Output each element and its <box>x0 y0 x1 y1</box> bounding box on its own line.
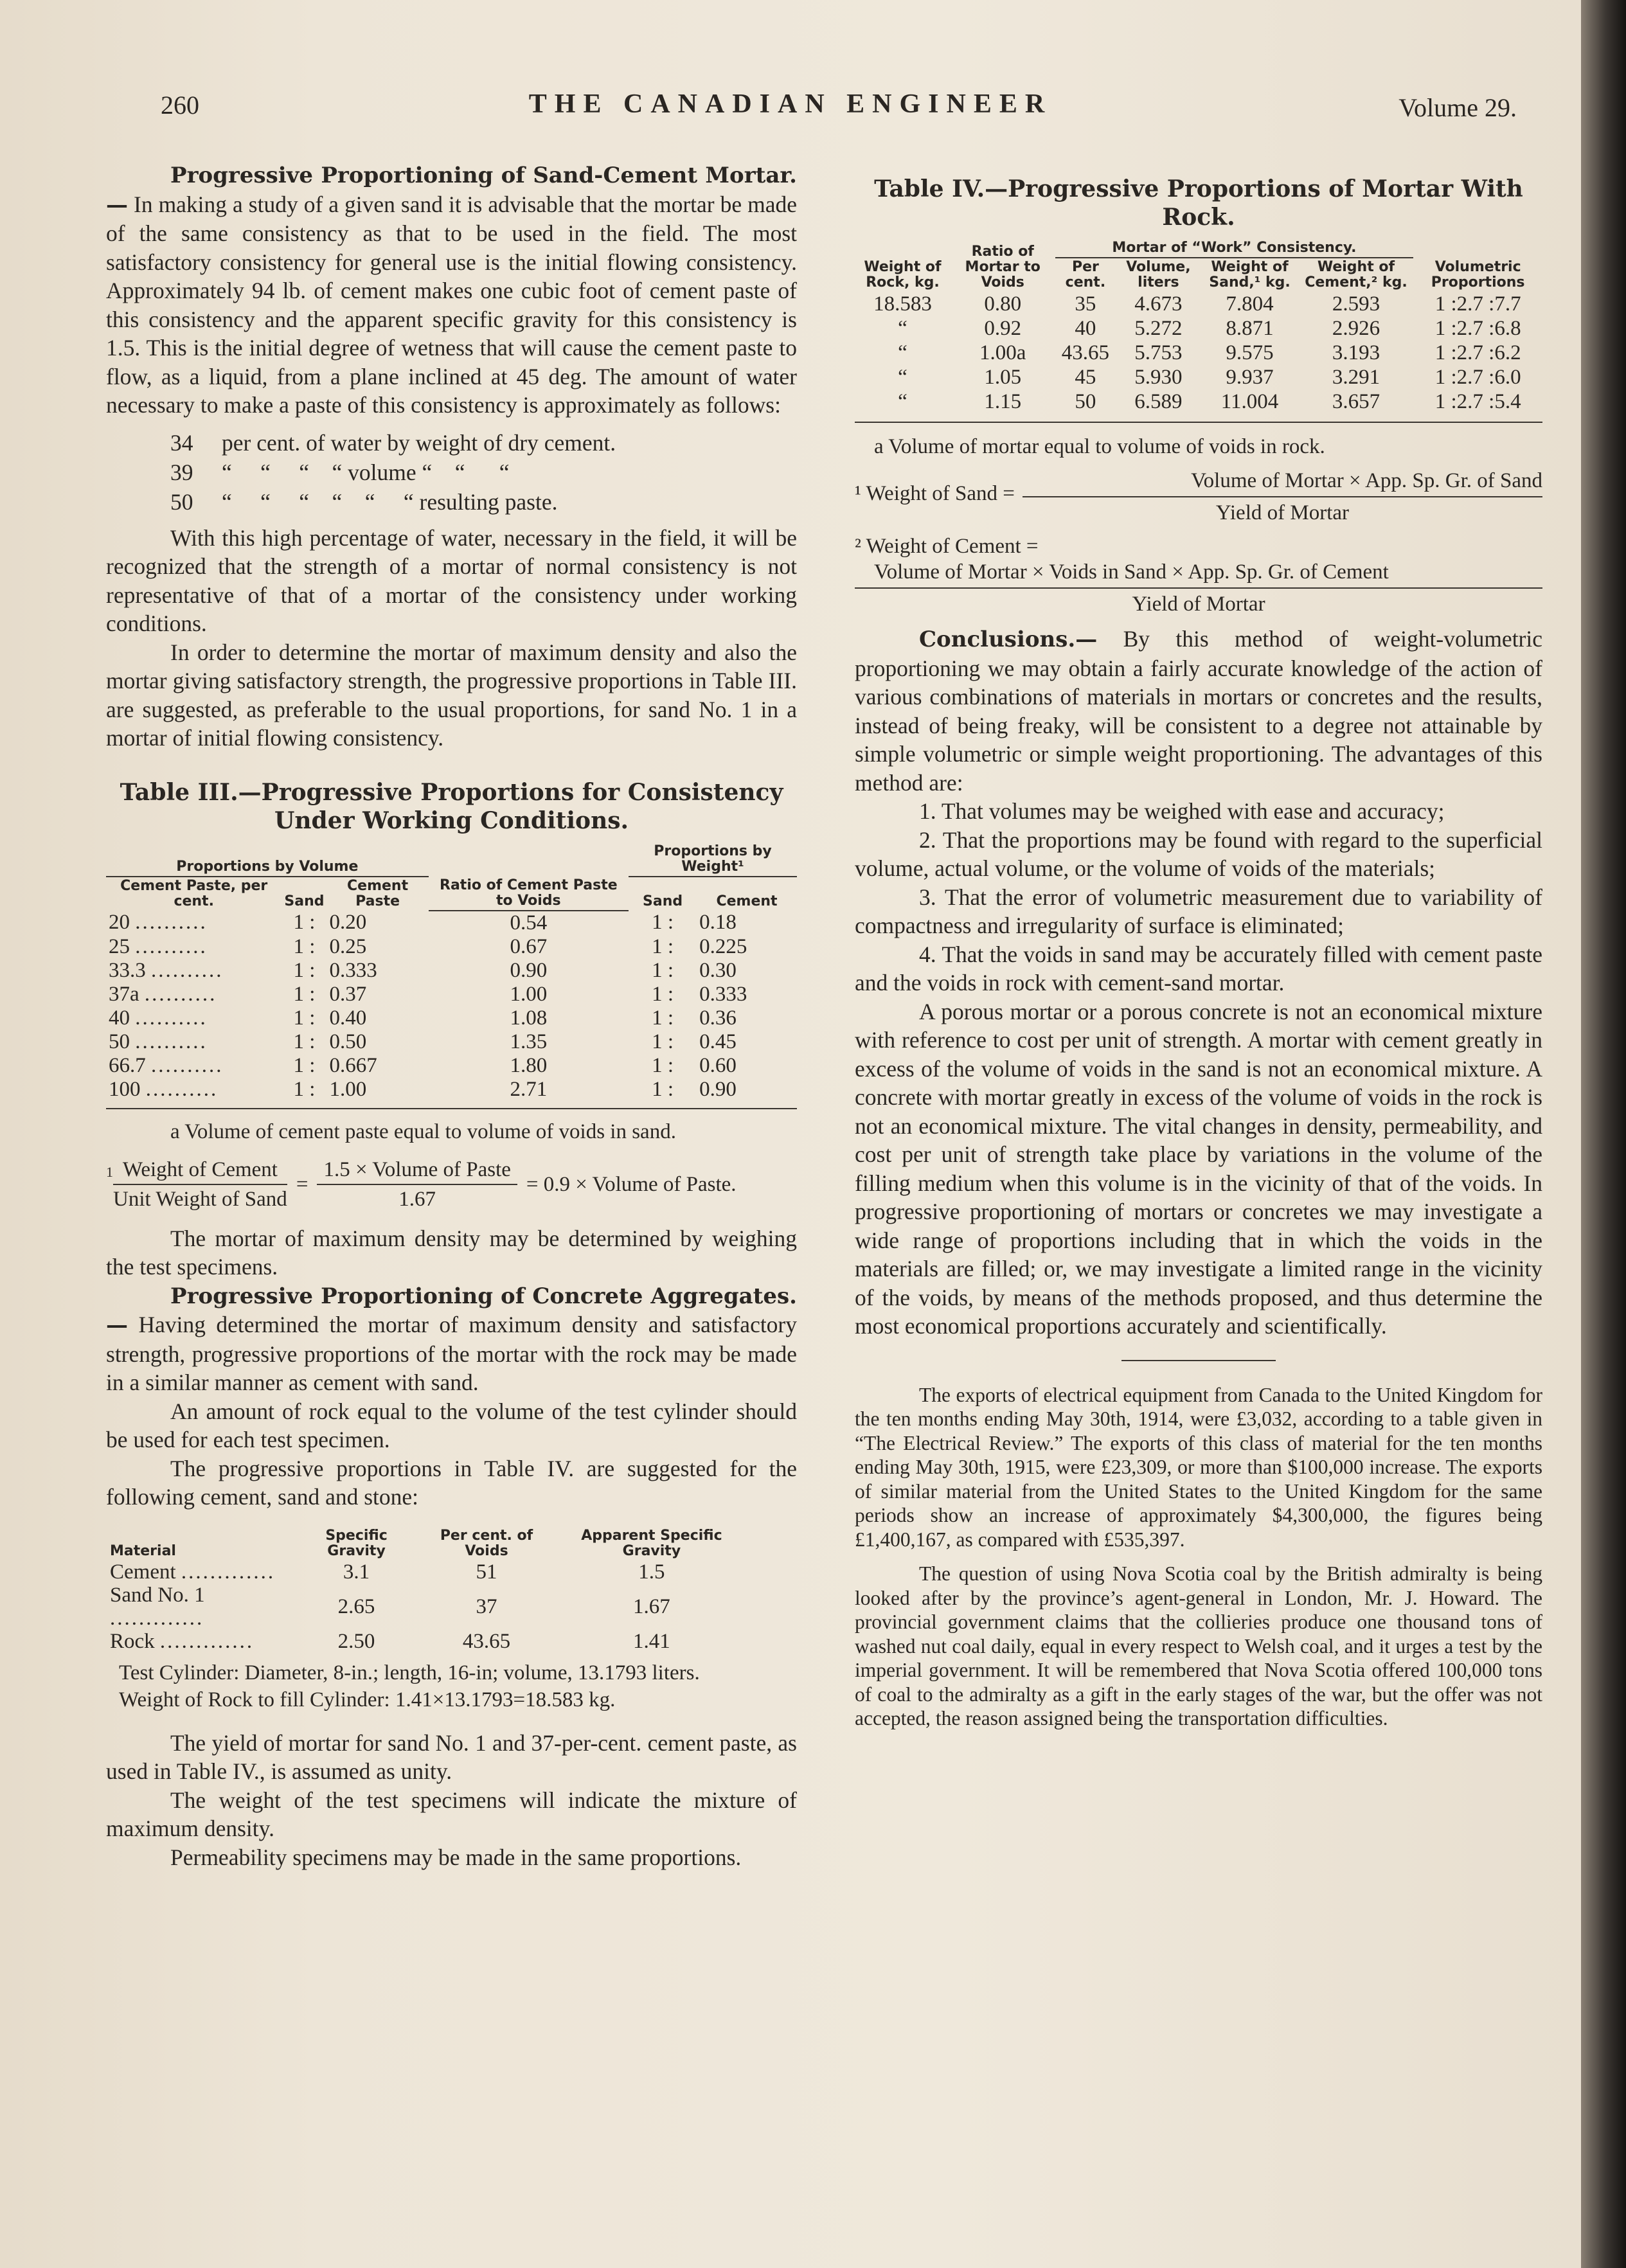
cell-paste-pct: 50 .......... <box>109 1030 208 1053</box>
cell-proportion: 1 :2.7 :6.8 <box>1434 317 1521 340</box>
cell-volume: 5.930 <box>1134 366 1183 389</box>
cell-volume: 5.753 <box>1134 341 1183 364</box>
cell-proportion: 1 :2.7 :6.0 <box>1434 366 1521 389</box>
cell-cement: 3.193 <box>1332 341 1380 364</box>
table-header: Volumetric Proportions <box>1431 259 1525 290</box>
list-item: 50 “ “ “ “ “ “ resulting paste. <box>170 488 558 515</box>
cell-sand: 11.004 <box>1201 389 1299 422</box>
cell-cement-paste: 0.37 <box>329 982 367 1006</box>
table-header: Material <box>110 1542 176 1559</box>
cell-pct: 43.65 <box>1061 341 1110 364</box>
cell-weight-cement: 0.36 <box>699 1006 737 1030</box>
list-item: 39 “ “ “ “ volume “ “ “ <box>170 459 510 485</box>
table-group-header: Proportions by Weight¹ <box>629 843 797 877</box>
paragraph: Progressive Proportioning of Sand-Cement Mortar.— In making a study of a given sand it is advisable that the mortar be made of the same consistency as that to be used in the field. The most satisfactory consistency for general use is the initial flowing consistency. Approximately 94 lb. of cement makes one cubic foot of cement paste of this consistency and the apparent specific gravity for this consistency is 1.5. This is the initial degree of wetness that will cause the cement paste to flow, as a liquid, from a plane inclined at 45 deg. The amount of water necessary to make a paste of this consistency is approximately as follows: <box>106 163 797 418</box>
cell-sand: 9.575 <box>1226 341 1274 364</box>
table-header: Weight of Rock, kg. <box>864 259 942 290</box>
table-row <box>855 341 1542 365</box>
cell-voids: 37 <box>476 1594 497 1618</box>
cell-sand: 7.804 <box>1226 292 1274 316</box>
section-heading: Progressive Proportioning of Sand-Cement Mortar.— <box>106 163 797 218</box>
table-iv <box>855 239 1542 423</box>
section-heading: Progressive Proportioning of Concrete Aggregates.— <box>106 1283 797 1338</box>
paragraph: A porous mortar or a porous concrete is not an economical mixture with reference to cost per unit of strength. A mortar with cement greatly in excess of the volume of voids in the sand is not an economical mixture. A concrete with mortar greatly in excess of the volume of voids in the rock is not an economical mixture. The vital changes in density, permeability, and cost per unit of strength take place by variations in the volume of the filling medium when this volume is in the vicinity of that of the voids. In progressive proportioning of mortars or concretes we may investigate a wide range of proportions including that in which the voids in the materials are filled; or, we may investigate a limited range in the vicinity of the voids, by means of the methods proposed, and thus determine the most economical proportions accurately and scientifically. <box>855 998 1542 1339</box>
cell-paste-pct: 100 .......... <box>106 1078 281 1109</box>
table-header: Sand <box>284 893 325 909</box>
formula: ² Weight of Cement = Volume of Mortar × Voids in Sand × App. Sp. Gr. of Cement Yield of Mortar <box>855 533 1542 617</box>
cell-paste-pct: 40 .......... <box>109 1006 208 1030</box>
table-row <box>855 365 1542 389</box>
cell-pct: 50 <box>1055 389 1116 422</box>
cell-material: Rock ............. <box>110 1629 255 1653</box>
cell-rock: “ <box>898 341 907 364</box>
left-column <box>106 161 797 1871</box>
cell-weight-sand: 1 : <box>629 1078 697 1109</box>
cell-cement-paste: 0.40 <box>329 1006 367 1030</box>
cell-cement-paste: 0.667 <box>329 1053 377 1077</box>
table-header: Cement Paste <box>347 877 409 909</box>
formula: 1 Weight of Cement Unit Weight of Sand = 1.5 × Volume of Paste 1.67 = 0.9 × Volume of Paste. <box>106 1156 797 1214</box>
cell-paste-pct: 20 .......... <box>109 911 208 934</box>
cell-ratio: 0.54 <box>510 911 548 934</box>
cell-ratio: 1.08 <box>510 1006 548 1030</box>
cell-volume: 4.673 <box>1134 292 1183 316</box>
cell-sand: 8.871 <box>1226 317 1274 340</box>
cell-specific-gravity: 2.50 <box>337 1629 375 1653</box>
table-footnote: a Volume of mortar equal to volume of voids in rock. <box>874 435 1325 458</box>
cell-pct: 40 <box>1075 317 1096 340</box>
formula: ¹ Weight of Sand = $\frac{\text{Volume of Mortar × App. Sp. Gr. of Sand}}{\text{Yield of Mortar}}$ <box>855 469 1542 524</box>
cell-ratio: 2.71 <box>429 1078 629 1109</box>
cell-proportion: 1 :2.7 :6.2 <box>1434 341 1521 364</box>
cell-weight-sand: 1 : <box>652 982 674 1006</box>
cell-cement: 2.926 <box>1332 317 1380 340</box>
materials-table <box>106 1527 749 1653</box>
page-header <box>0 84 1581 135</box>
cell-weight-sand: 1 : <box>652 1053 674 1077</box>
list-item: 34 per cent. of water by weight of dry cement. <box>170 429 616 456</box>
cell-cement-paste: 1.00 <box>326 1078 428 1109</box>
table-row <box>106 1560 749 1584</box>
cell-sand: 1 : <box>293 982 316 1006</box>
cell-cement-paste: 0.25 <box>329 934 367 958</box>
paragraph: Progressive Proportioning of Concrete Aggregates.— Having determined the mortar of maximum density and satisfactory strength, progressive proportions of the mortar with the rock may be made in a similar manner as cement with sand. <box>106 1283 798 1395</box>
section-heading: Conclusions.— <box>919 627 1098 652</box>
cell-rock: 18.583 <box>873 292 932 316</box>
table-group-header: Proportions by Volume <box>106 843 429 877</box>
cell-pct: 35 <box>1075 292 1096 316</box>
cell-ratio: 1.80 <box>510 1053 548 1077</box>
table-header: Specific Gravity <box>325 1527 388 1559</box>
cell-paste-pct: 33.3 .......... <box>109 958 224 982</box>
cell-weight-cement: 0.90 <box>697 1078 797 1109</box>
table-row <box>855 316 1542 341</box>
paragraph: With this high percentage of water, necessary in the field, it will be recognized that the strength of a mortar of normal consistency is not representative of that of a mortar of the consistency under working conditions. <box>106 524 797 636</box>
cell-cement-paste: 0.333 <box>329 958 377 982</box>
table-header: Weight of Cement,² kg. <box>1305 259 1407 290</box>
news-item: The question of using Nova Scotia coal by the British admiralty is being looked after by the province’s agent-general in London, Mr. J. Howard. The provincial government claims that the collieries produce one thousand tons of washed nut coal daily, equal in every respect to Welsh coal, and it urges a test by the imperial government. It will be remembered that Nova Scotia offered 100,000 tons of coal to the admiralty as a gift in the early stages of the war, but the offer was not accepted, the reason assigned being the transportation difficulties. <box>855 1562 1542 1729</box>
cell-paste-pct: 66.7 .......... <box>109 1053 224 1077</box>
paragraph: The yield of mortar for sand No. 1 and 37-per-cent. cement paste, as used in Table IV., is assumed as unity. <box>106 1729 797 1784</box>
paragraph: Weight of Rock to fill Cylinder: 1.41×13.1793=18.583 kg. <box>119 1688 616 1711</box>
table-iii <box>106 843 797 1109</box>
table-row <box>106 1584 749 1630</box>
page-number: 260 <box>161 91 199 120</box>
table-header: Volume, liters <box>1126 259 1191 290</box>
cell-specific-gravity: 3.1 <box>343 1560 370 1584</box>
table-header: Cement <box>716 893 778 909</box>
cell-sand: 1 : <box>293 934 316 958</box>
volume-label: Volume 29. <box>1398 93 1517 122</box>
cell-apparent-gravity: 1.5 <box>638 1560 665 1584</box>
journal-title: THE CANADIAN ENGINEER <box>528 89 1053 119</box>
table-row <box>106 983 797 1006</box>
news-item: The exports of electrical equipment from Canada to the United Kingdom for the ten months ending May 30th, 1914, were £3,032, according to a table given in “The Electrical Review.” The exports of this class of material for the ten months ending May 30th, 1915, were £23,309, or more than $100,000 increase. The exports of similar material from the United States to the United Kingdom for the same periods show an increase of approximately $4,300,000, the figures being £1,400,167, as compared with £535,397. <box>855 1383 1542 1551</box>
paragraph: Test Cylinder: Diameter, 8-in.; length, 16-in; volume, 13.1793 liters. <box>119 1661 700 1684</box>
cell-rock: “ <box>898 317 907 340</box>
table-row <box>106 911 797 935</box>
cell-cement: 3.291 <box>1332 366 1380 389</box>
cell-ratio: 1.00 <box>510 982 548 1006</box>
table-row <box>106 1630 749 1653</box>
cell-ratio: 0.92 <box>984 317 1022 340</box>
cell-ratio: 0.80 <box>984 292 1022 316</box>
cell-sand: 1 : <box>293 958 316 982</box>
cell-ratio: 1.05 <box>984 366 1022 389</box>
list-item: 2. That the proportions may be found with regard to the superficial volume, actual volume, or the volume of voids of the materials; <box>855 826 1542 881</box>
table-header: Per cent. <box>1065 259 1106 290</box>
table-header: Ratio of Mortar to Voids <box>965 244 1041 290</box>
cell-volume: 6.589 <box>1116 389 1201 422</box>
divider <box>1121 1360 1276 1361</box>
cell-weight-cement: 0.333 <box>699 982 747 1006</box>
table-row <box>106 1078 797 1109</box>
cell-voids: 51 <box>476 1560 497 1584</box>
table-row <box>106 935 797 959</box>
cell-weight-cement: 0.225 <box>699 934 747 958</box>
cell-weight-cement: 0.60 <box>699 1053 737 1077</box>
cell-apparent-gravity: 1.67 <box>633 1594 670 1618</box>
list-item: 1. That volumes may be weighed with ease and accuracy; <box>919 798 1445 824</box>
cell-sand: 9.937 <box>1226 366 1274 389</box>
cell-weight-sand: 1 : <box>652 1030 674 1053</box>
list-item: 4. That the voids in sand may be accurately filled with cement paste and the voids in rock with cement-sand mortar. <box>855 941 1542 996</box>
cell-pct: 45 <box>1075 366 1096 389</box>
cell-proportion: 1 :2.7 :7.7 <box>1434 292 1521 316</box>
paragraph: In order to determine the mortar of maximum density and also the mortar giving satisfactory strength, the progressive proportions in Table III. are suggested, as preferable to the usual proportions, for sand No. 1 in a mortar of initial flowing consistency. <box>106 639 797 751</box>
cell-material: Sand No. 1 ............. <box>110 1583 205 1630</box>
cell-sand: 1 : <box>293 1006 316 1030</box>
cell-weight-cement: 0.45 <box>699 1030 737 1053</box>
table-row <box>106 1054 797 1078</box>
cell-weight-sand: 1 : <box>652 934 674 958</box>
cell-cement-paste: 0.50 <box>329 1030 367 1053</box>
cell-weight-sand: 1 : <box>652 1006 674 1030</box>
cell-paste-pct: 37a .......... <box>109 982 217 1006</box>
cell-sand: 1 : <box>293 1030 316 1053</box>
cell-specific-gravity: 2.65 <box>337 1594 375 1618</box>
paragraph: Conclusions.— By this method of weight-volumetric proportioning we may obtain a fairly accurate knowledge of the action of various combinations of materials in mortars or concretes and the results, instead of being freaky, will be consistent to a degree not attainable by simple volumetric or simple weight proportioning. The advantages of this method are: <box>855 626 1542 796</box>
table-row <box>106 1030 797 1054</box>
paragraph: Permeability specimens may be made in the same proportions. <box>170 1844 742 1870</box>
cell-weight-sand: 1 : <box>652 911 674 934</box>
table-row <box>855 292 1542 316</box>
table-group-header: Mortar of “Work” Consistency. <box>1055 239 1414 258</box>
cell-proportion: 1 :2.7 :5.4 <box>1413 389 1542 422</box>
cell-ratio: 1.15 <box>951 389 1055 422</box>
table-header: Apparent Specific Gravity <box>581 1527 722 1559</box>
cell-ratio: 1.35 <box>510 1030 548 1053</box>
cell-apparent-gravity: 1.41 <box>633 1629 670 1653</box>
table-row <box>106 1006 797 1030</box>
cell-volume: 5.272 <box>1134 317 1183 340</box>
table-caption: Table III.—Progressive Proportions for Consistency Under Working Conditions. <box>120 778 783 834</box>
paragraph: An amount of rock equal to the volume of the test cylinder should be used for each test specimen. <box>106 1398 797 1452</box>
cell-weight-cement: 0.30 <box>699 958 737 982</box>
cell-rock: “ <box>898 366 907 389</box>
right-column <box>855 161 1542 1731</box>
water-list <box>170 429 797 517</box>
cell-rock: “ <box>855 389 951 422</box>
table-header: Weight of Sand,¹ kg. <box>1209 259 1291 290</box>
table-caption: Table IV.—Progressive Proportions of Mortar With Rock. <box>874 175 1523 231</box>
cell-sand: 1 : <box>293 1053 316 1077</box>
book-spine <box>1581 0 1626 2268</box>
cell-cement: 2.593 <box>1332 292 1380 316</box>
table-header: Cement Paste, per cent. <box>120 877 268 909</box>
table-header: Sand <box>643 893 683 909</box>
cell-ratio: 0.67 <box>510 934 548 958</box>
list-item: 3. That the error of volumetric measurement due to variability of compactness and irregularity of surface is eliminated; <box>855 884 1542 938</box>
cell-ratio: 0.90 <box>510 958 548 982</box>
table-row <box>855 389 1542 422</box>
paragraph: The weight of the test specimens will indicate the mixture of maximum density. <box>106 1787 797 1841</box>
cell-weight-sand: 1 : <box>652 958 674 982</box>
table-header: Ratio of Cement Paste to Voids <box>429 843 629 911</box>
paragraph: The mortar of maximum density may be determined by weighing the test specimens. <box>106 1225 797 1280</box>
cell-voids: 43.65 <box>462 1629 511 1653</box>
cell-paste-pct: 25 .......... <box>109 934 208 958</box>
paragraph: The progressive proportions in Table IV. are suggested for the following cement, sand and stone: <box>106 1455 797 1510</box>
cell-sand: 1 : <box>281 1078 326 1109</box>
table-footnote: a Volume of cement paste equal to volume of voids in sand. <box>170 1120 676 1143</box>
cell-ratio: 1.00a <box>979 341 1026 364</box>
cell-cement: 3.657 <box>1299 389 1414 422</box>
cell-weight-cement: 0.18 <box>699 911 737 934</box>
cell-cement-paste: 0.20 <box>329 911 367 934</box>
cell-material: Cement ............. <box>110 1560 276 1584</box>
table-row <box>106 959 797 983</box>
table-header: Per cent. of Voids <box>440 1527 533 1559</box>
cell-sand: 1 : <box>293 911 316 934</box>
